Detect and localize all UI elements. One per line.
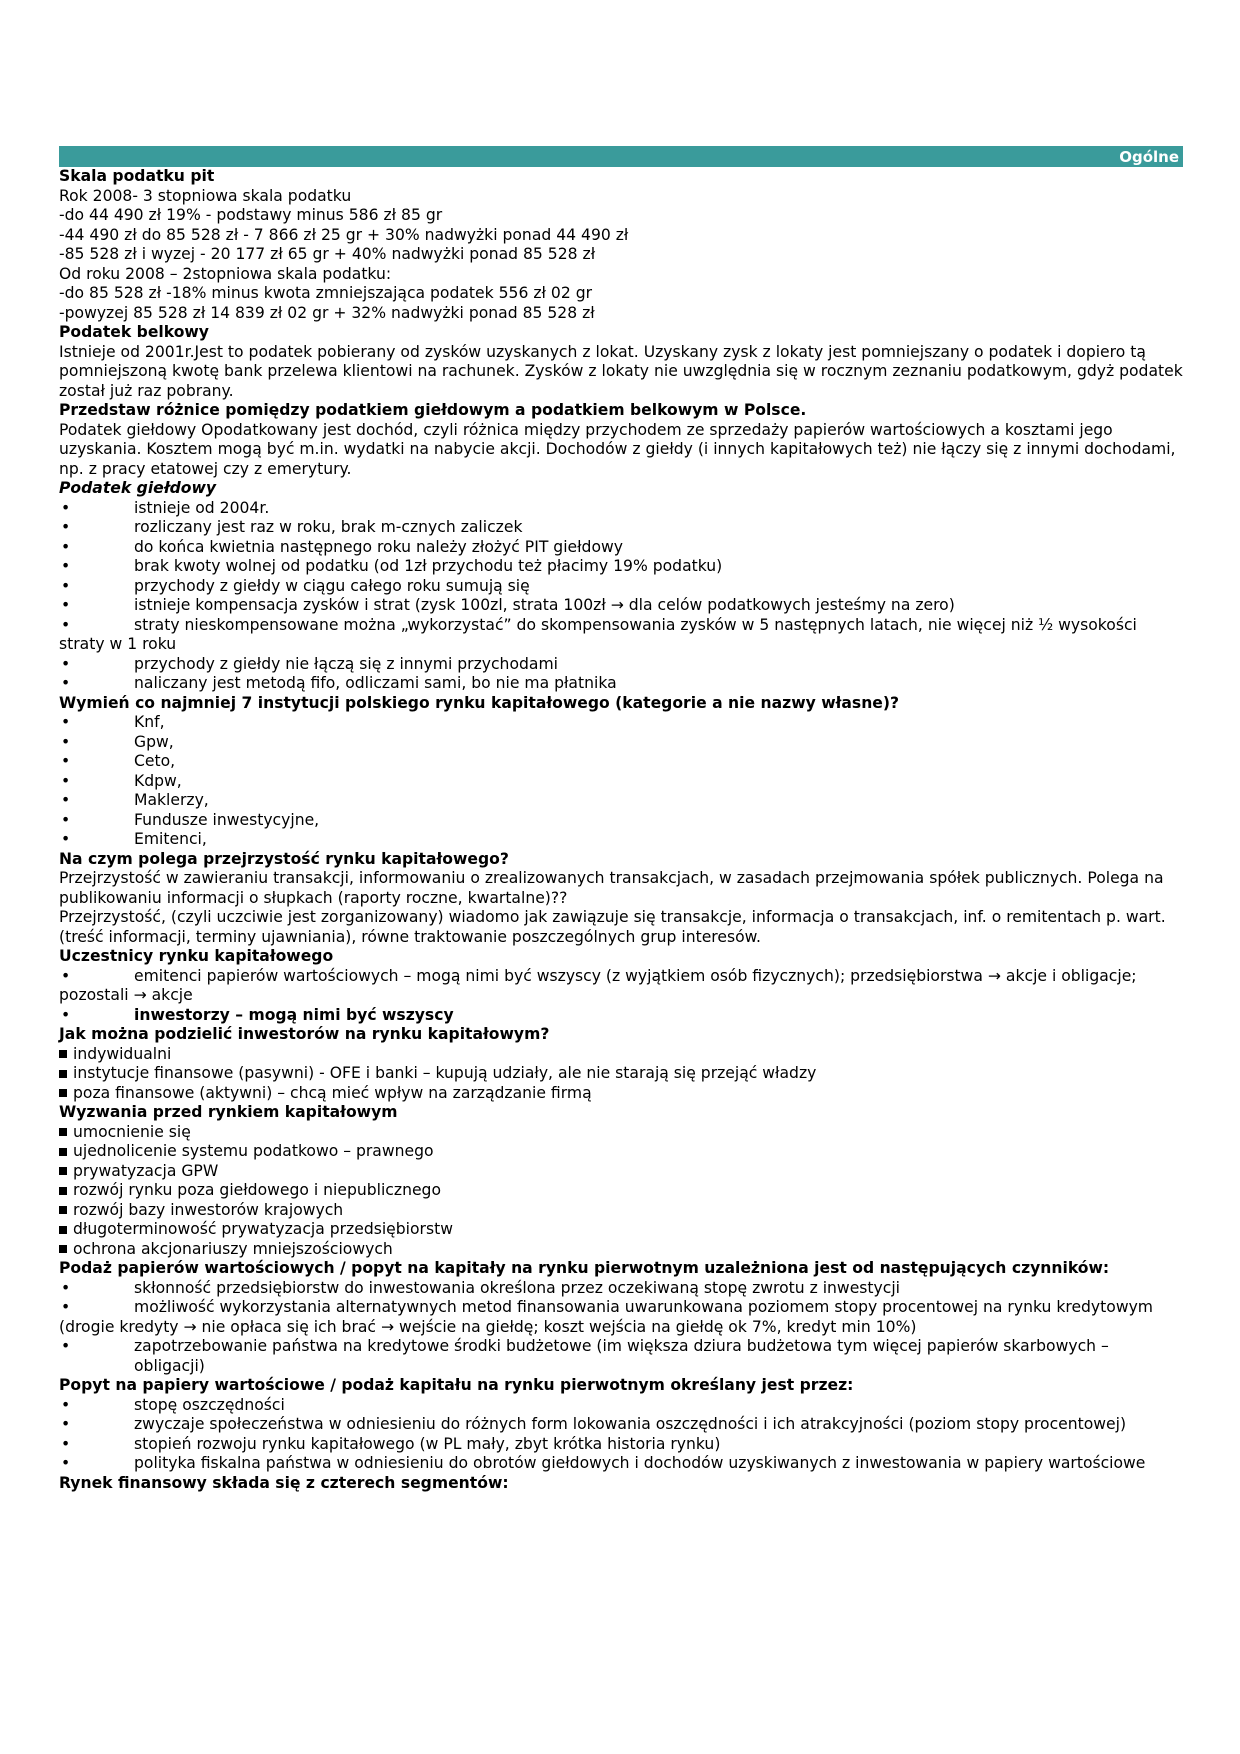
text-line: -do 44 490 zł 19% - podstawy minus 586 zł 85 gr — [59, 206, 443, 224]
bullet-icon: • — [61, 1298, 71, 1316]
bullet-icon: • — [61, 752, 71, 770]
bullet-icon: • — [61, 1278, 71, 1297]
square-bullet-item — [59, 1240, 1183, 1260]
bullet-item — [59, 811, 1183, 831]
bullet-icon: • — [61, 791, 71, 809]
bullet-icon: • — [61, 674, 71, 692]
bullet-text: możliwość wykorzystania alternatywnych metod finansowania uwarunkowana poziomem stopy procentowej na rynku kredytowym (drogie kredyty → nie opłaca się ich brać → wejście na giełdę; koszt wejścia na giełdę ok 7%, kredyt min 10%) — [59, 1298, 1153, 1336]
bullet-text: polityka fiskalna państwa w odniesieniu do obrotów giełdowych i dochodów uzyskiwanych z inwestowania w papiery wartościowe — [134, 1454, 1146, 1472]
bullet-icon: • — [61, 498, 71, 517]
section-heading: Na czym polega przejrzystość rynku kapitałowego? — [59, 849, 509, 868]
bullet-item — [59, 518, 1183, 538]
square-bullet-icon — [59, 1226, 67, 1234]
bullet-text: umocnienie się — [73, 1122, 191, 1141]
square-bullet-item — [59, 1064, 1183, 1084]
bullet-item — [59, 1337, 1183, 1376]
square-bullet-item — [59, 1084, 1183, 1104]
paragraph: Podatek giełdowy Opodatkowany jest dochód, czyli różnica między przychodem ze sprzedaży papierów wartościowych a kosztami jego uzyskania. Kosztem mogą być m.in. wydatki na nabycie akcji. Dochodów z giełdy (i innych kapitałowych też) nie łączy się z innymi dochodami, np. z pracy etatowej czy z emerytury. — [59, 420, 1176, 478]
bullet-icon: • — [61, 615, 71, 634]
bullet-text: brak kwoty wolnej od podatku (od 1zł przychodu też płacimy 19% podatku) — [134, 557, 723, 575]
section-header-bar — [59, 146, 1183, 167]
bullet-icon: • — [61, 1337, 71, 1355]
paragraph: Przejrzystość, (czyli uczciwie jest zorganizowany) wiadomo jak zawiązuje się transakcje, informacja o transakcjach, inf. o remitentach p. wart. (treść informacji, terminy ujawniania), równe traktowanie poszczególnych grup interesów. — [59, 908, 1166, 946]
bullet-text: Ceto, — [134, 752, 176, 770]
section-heading: Popyt na papiery wartościowe / podaż kapitału na rynku pierwotnym określany jest przez: — [59, 1376, 854, 1394]
bullet-text: indywidualni — [73, 1044, 172, 1063]
bullet-item — [59, 1396, 1183, 1416]
text-line: -44 490 zł do 85 528 zł - 7 866 zł 25 gr + 30% nadwyżki ponad 44 490 zł — [59, 225, 629, 244]
section-heading: Wymień co najmniej 7 instytucji polskiego rynku kapitałowego (kategorie a nie nazwy własne)? — [59, 693, 900, 712]
bullet-text: emitenci papierów wartościowych – mogą nimi być wszyscy (z wyjątkiem osób fizycznych); przedsiębiorstwa → akcje i obligacje; pozostali → akcje — [59, 966, 1137, 1004]
bullet-item — [59, 733, 1183, 753]
bullet-icon: • — [61, 732, 71, 751]
bullet-item — [59, 1298, 1183, 1337]
bullet-text: poza finansowe (aktywni) – chcą mieć wpływ na zarządzanie firmą — [73, 1083, 592, 1102]
document-body — [59, 167, 1183, 1493]
bullet-item — [59, 830, 1183, 850]
square-bullet-item — [59, 1220, 1183, 1240]
bullet-icon: • — [61, 557, 71, 575]
text-line: -85 528 zł i wyzej - 20 177 zł 65 gr + 40% nadwyżki ponad 85 528 zł — [59, 245, 596, 263]
section-heading: Przedstaw różnice pomiędzy podatkiem giełdowym a podatkiem belkowym w Polsce. — [59, 401, 807, 419]
bullet-text: stopę oszczędności — [134, 1395, 285, 1414]
bullet-text: przychody z giełdy nie łączą się z innymi przychodami — [134, 654, 558, 673]
square-bullet-item — [59, 1201, 1183, 1221]
bullet-icon: • — [61, 810, 71, 829]
bullet-icon: • — [61, 537, 71, 556]
bullet-icon: • — [61, 654, 71, 673]
bullet-item — [59, 772, 1183, 792]
bullet-item — [59, 577, 1183, 597]
bullet-icon: • — [61, 596, 71, 614]
bullet-text: straty nieskompensowane można „wykorzystać” do skompensowania zysków w 5 następnych latach, nie więcej niż ½ wysokości straty w 1 roku — [59, 615, 1137, 653]
bullet-icon: • — [61, 966, 71, 985]
section-heading: Skala podatku pit — [59, 167, 215, 185]
bullet-item — [59, 1435, 1183, 1455]
bullet-item — [59, 596, 1183, 616]
bullet-item — [59, 967, 1183, 1006]
bullet-item — [59, 674, 1183, 694]
bullet-item — [59, 1006, 1183, 1026]
bullet-icon: • — [61, 771, 71, 790]
text-line: Rok 2008- 3 stopniowa skala podatku — [59, 186, 352, 205]
bullet-icon: • — [61, 518, 71, 536]
text-line: -powyzej 85 528 zł 14 839 zł 02 gr + 32% nadwyżki ponad 85 528 zł — [59, 303, 595, 322]
bullet-text: ochrona akcjonariuszy mniejszościowych — [73, 1239, 393, 1258]
bullet-item — [59, 655, 1183, 675]
section-heading: Jak można podzielić inwestorów na rynku kapitałowym? — [59, 1025, 550, 1043]
bullet-text: ujednolicenie systemu podatkowo – prawnego — [73, 1142, 434, 1160]
bullet-text: Emitenci, — [134, 830, 207, 848]
bullet-icon: • — [61, 576, 71, 595]
bullet-icon: • — [61, 713, 71, 731]
bullet-item — [59, 557, 1183, 577]
bullet-text: skłonność przedsiębiorstw do inwestowania określona przez oczekiwaną stopę zwrotu z inwestycji — [134, 1278, 900, 1297]
bullet-text: istnieje od 2004r. — [134, 498, 270, 517]
bullet-item — [59, 499, 1183, 519]
bullet-text: zwyczaje społeczeństwa w odniesieniu do różnych form lokowania oszczędności i ich atrakcyjności (poziom stopy procentowej) — [134, 1415, 1127, 1433]
section-heading: Wyzwania przed rynkiem kapitałowym — [59, 1103, 398, 1121]
bullet-text: inwestorzy – mogą nimi być wszyscy — [134, 1005, 454, 1024]
bullet-icon: • — [61, 1434, 71, 1453]
section-heading: Uczestnicy rynku kapitałowego — [59, 947, 334, 965]
section-heading: Podatek belkowy — [59, 323, 209, 341]
square-bullet-icon — [59, 1128, 67, 1136]
bullet-icon: • — [61, 1005, 71, 1024]
square-bullet-item — [59, 1181, 1183, 1201]
section-heading: Podaż papierów wartościowych / popyt na kapitały na rynku pierwotnym uzależniona jest od następujących czynników: — [59, 1259, 1110, 1277]
square-bullet-icon — [59, 1070, 67, 1078]
bullet-item — [59, 1415, 1183, 1435]
bullet-item — [59, 616, 1183, 655]
bullet-text: Kdpw, — [134, 771, 182, 790]
bullet-text: Gpw, — [134, 732, 174, 751]
bullet-text: Knf, — [134, 713, 165, 731]
page-content — [59, 146, 1183, 1493]
bullet-item — [59, 752, 1183, 772]
bullet-text: rozwój bazy inwestorów krajowych — [73, 1200, 344, 1219]
bullet-icon: • — [61, 830, 71, 848]
bullet-text: przychody z giełdy w ciągu całego roku sumują się — [134, 576, 530, 595]
bullet-text: zapotrzebowanie państwa na kredytowe środki budżetowe (im większa dziura budżetowa tym więcej papierów skarbowych – obligacji) — [134, 1337, 1109, 1375]
text-line: -do 85 528 zł -18% minus kwota zmniejszająca podatek 556 zł 02 gr — [59, 284, 593, 302]
bullet-text: rozliczany jest raz w roku, brak m-cznych zaliczek — [134, 518, 523, 536]
bullet-text: długoterminowość prywatyzacja przedsiębiorstw — [73, 1220, 453, 1238]
bullet-text: prywatyzacja GPW — [73, 1161, 219, 1180]
bullet-text: do końca kwietnia następnego roku należy złożyć PIT giełdowy — [134, 537, 623, 556]
bullet-item — [59, 791, 1183, 811]
bullet-text: stopień rozwoju rynku kapitałowego (w PL mały, zbyt krótka historia rynku) — [134, 1434, 721, 1453]
square-bullet-icon — [59, 1148, 67, 1156]
bullet-text: instytucje finansowe (pasywni) - OFE i banki – kupują udziały, ale nie starają się przejąć władzy — [73, 1064, 817, 1082]
section-heading: Rynek finansowy składa się z czterech segmentów: — [59, 1473, 509, 1492]
square-bullet-item — [59, 1045, 1183, 1065]
paragraph: Istnieje od 2001r.Jest to podatek pobierany od zysków uzyskanych z lokat. Uzyskany zysk z lokaty jest pomniejszany o podatek i dopiero tą pomniejszoną kwotę bank przelewa klientowi na rachunek. Zysków z lokaty nie uwzględnia się w rocznym zeznaniu podatkowym, gdyż podatek został już raz pobrany. — [59, 342, 1183, 400]
square-bullet-icon — [59, 1245, 67, 1253]
square-bullet-icon — [59, 1167, 67, 1175]
square-bullet-item — [59, 1162, 1183, 1182]
text-line: Od roku 2008 – 2stopniowa skala podatku: — [59, 264, 392, 283]
bullet-text: rozwój rynku poza giełdowego i niepublicznego — [73, 1181, 441, 1199]
bullet-icon: • — [61, 1395, 71, 1414]
square-bullet-icon — [59, 1089, 67, 1097]
square-bullet-item — [59, 1142, 1183, 1162]
bullet-text: istnieje kompensacja zysków i strat (zysk 100zl, strata 100zł → dla celów podatkowych jesteśmy na zero) — [134, 596, 955, 614]
bullet-item — [59, 1454, 1183, 1474]
bullet-icon: • — [61, 1454, 71, 1472]
section-heading: Podatek giełdowy — [59, 479, 217, 497]
bullet-item — [59, 713, 1183, 733]
square-bullet-icon — [59, 1206, 67, 1214]
square-bullet-icon — [59, 1187, 67, 1195]
square-bullet-icon — [59, 1050, 67, 1058]
bullet-item — [59, 538, 1183, 558]
bullet-text: Fundusze inwestycyjne, — [134, 810, 320, 829]
paragraph: Przejrzystość w zawieraniu transakcji, informowaniu o zrealizowanych transakcjach, w zasadach przejmowania spółek publicznych. Polega na publikowaniu informacji o słupkach (raporty roczne, kwartalne)?? — [59, 869, 1164, 907]
bullet-text: Maklerzy, — [134, 791, 209, 809]
bullet-text: naliczany jest metodą fifo, odliczami sami, bo nie ma płatnika — [134, 674, 617, 692]
bullet-icon: • — [61, 1415, 71, 1433]
square-bullet-item — [59, 1123, 1183, 1143]
bullet-item — [59, 1279, 1183, 1299]
section-header-label: Ogólne — [1119, 148, 1179, 166]
